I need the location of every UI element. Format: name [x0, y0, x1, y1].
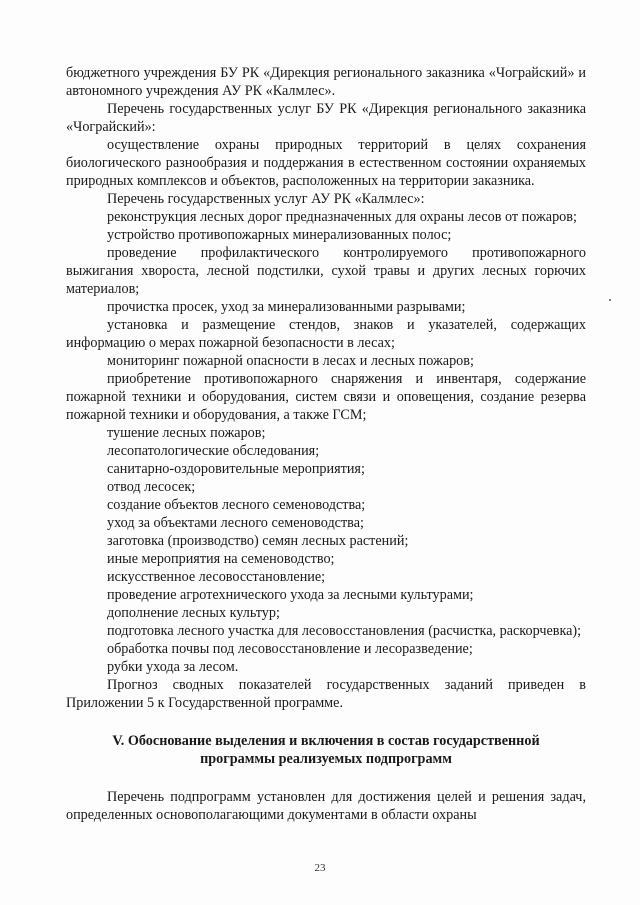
paragraph: искусственное лесовосстановление; [107, 569, 326, 585]
section-heading: V. Обоснование выделения и включения в состав государственной программы реализуемых подпрограмм [112, 733, 540, 767]
paragraph: иные мероприятия на семеноводство; [107, 551, 335, 567]
paragraph: санитарно-оздоровительные мероприятия; [107, 461, 365, 477]
paragraph: уход за объектами лесного семеноводства; [107, 515, 364, 531]
paragraph: осуществление охраны природных территорий в целях сохранения биологического разнообразия и поддержания в естественном состоянии охраняемых природных комплексов и объектов, расположенных на территории заказника. [66, 137, 586, 189]
document-body [66, 64, 586, 824]
paragraph: Перечень подпрограмм установлен для достижения целей и решения задач, определенных основополагающими документами в области охраны [66, 789, 586, 823]
paragraph: проведение профилактического контролируемого противопожарного выжигания хвороста, лесной подстилки, сухой травы и других лесных горючих материалов; [66, 245, 586, 297]
paragraph: устройство противопожарных минерализованных полос; [107, 227, 452, 243]
paragraphs-after-heading [66, 788, 586, 824]
paragraph: бюджетного учреждения БУ РК «Дирекция регионального заказника «Чограйский» и автономного учреждения АУ РК «Калмлес». [66, 65, 586, 99]
paragraph: заготовка (производство) семян лесных растений; [107, 533, 409, 549]
paragraph: обработка почвы под лесовосстановление и лесоразведение; [107, 641, 473, 657]
paragraph: прочистка просек, уход за минерализованными разрывами; [107, 299, 466, 315]
paragraph: Перечень государственных услуг АУ РК «Калмлес»: [107, 191, 425, 207]
paragraph: подготовка лесного участка для лесовосстановления (расчистка, раскорчевка); [107, 623, 582, 639]
paragraph: дополнение лесных культур; [107, 605, 280, 621]
paragraph: Прогноз сводных показателей государственных заданий приведен в Приложении 5 к Государственной программе. [66, 677, 586, 711]
paragraph: Перечень государственных услуг БУ РК «Дирекция регионального заказника «Чограйский»: [66, 101, 586, 135]
paragraph: рубки ухода за лесом. [107, 659, 239, 675]
paragraph: приобретение противопожарного снаряжения и инвентаря, содержание пожарной техники и оборудования, систем связи и оповещения, создание резерва пожарной техники и оборудования, а также ГСМ; [66, 371, 586, 423]
paragraph: отвод лесосек; [107, 479, 196, 495]
paragraph: мониторинг пожарной опасности в лесах и лесных пожаров; [107, 353, 474, 369]
paragraph: создание объектов лесного семеноводства; [107, 497, 366, 513]
margin-mark [609, 299, 611, 301]
paragraph: установка и размещение стендов, знаков и указателей, содержащих информацию о мерах пожарной безопасности в лесах; [66, 317, 586, 351]
paragraph: тушение лесных пожаров; [107, 425, 266, 441]
paragraphs-before-heading [66, 64, 586, 712]
paragraph: лесопатологические обследования; [107, 443, 320, 459]
paragraph: проведение агротехнического ухода за лесными культурами; [107, 587, 474, 603]
page-number: 23 [314, 862, 326, 874]
paragraph: реконструкция лесных дорог предназначенных для охраны лесов от пожаров; [107, 209, 577, 225]
